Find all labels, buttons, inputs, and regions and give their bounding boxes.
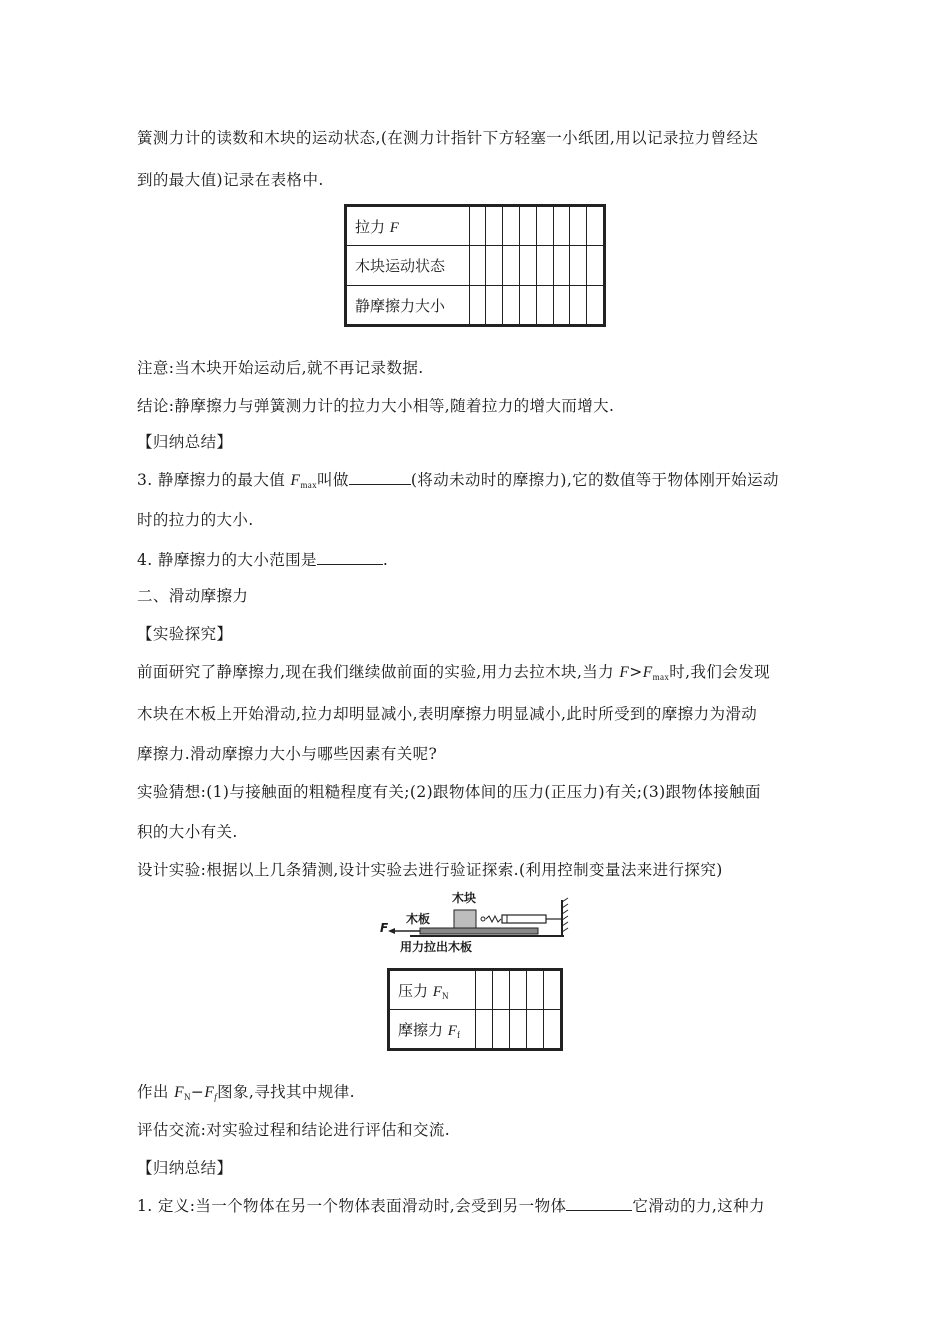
summary-heading-1: 【归纳总结】 xyxy=(137,433,233,451)
table-row xyxy=(346,206,605,246)
item-3-line-1: 3. 静摩擦力的最大值 Fmax叫做 (将动未动时的摩擦力),它的数值等于物体刚开始运动 xyxy=(137,471,779,490)
empty-cell[interactable] xyxy=(469,246,486,286)
table-row xyxy=(389,1010,562,1050)
para1-line-1: 前面研究了静摩擦力,现在我们继续做前面的实验,用力去拉木块,当力 F>Fmax时,我们会发现 xyxy=(137,663,770,682)
sliding-friction-table xyxy=(387,968,563,1051)
empty-cell[interactable] xyxy=(587,286,605,326)
empty-cell[interactable] xyxy=(503,206,520,246)
empty-cell[interactable] xyxy=(536,206,553,246)
guess-line-1: 实验猜想:(1)与接触面的粗糙程度有关;(2)跟物体间的压力(正压力)有关;(3)跟物体接触面 xyxy=(137,783,761,801)
block-label: 木块 xyxy=(452,891,477,905)
empty-cell[interactable] xyxy=(553,206,570,246)
row-label: 拉力 F xyxy=(346,206,470,246)
empty-cell[interactable] xyxy=(536,246,553,286)
note-text: 注意:当木块开始运动后,就不再记录数据. xyxy=(137,359,424,377)
text-line-1: 簧测力计的读数和木块的运动状态,(在测力计指针下方轻塞一小纸团,用以记录拉力曾经达 xyxy=(137,129,759,147)
guess-line-2: 积的大小有关. xyxy=(137,823,238,841)
empty-cell[interactable] xyxy=(536,286,553,326)
static-friction-table xyxy=(344,204,606,327)
answer-blank-range[interactable] xyxy=(317,550,383,565)
empty-cell[interactable] xyxy=(469,206,486,246)
answer-blank-max-static-friction[interactable] xyxy=(349,470,411,485)
empty-cell[interactable] xyxy=(486,206,503,246)
para1-line-3: 摩擦力.滑动摩擦力大小与哪些因素有关呢? xyxy=(137,745,438,763)
block-rect xyxy=(454,910,476,928)
empty-cell[interactable] xyxy=(503,286,520,326)
table-row xyxy=(346,286,605,326)
empty-cell[interactable] xyxy=(492,1010,509,1050)
item-4-line: 4. 静摩擦力的大小范围是 . xyxy=(137,551,389,569)
hook-icon xyxy=(481,917,485,921)
empty-cell[interactable] xyxy=(520,206,537,246)
empty-cell[interactable] xyxy=(486,246,503,286)
empty-cell[interactable] xyxy=(526,1010,543,1050)
graph-instruction: 作出 FN−Ff图象,寻找其中规律. xyxy=(137,1083,355,1102)
spring-icon xyxy=(486,916,501,922)
empty-cell[interactable] xyxy=(476,970,493,1010)
section-heading-sliding-friction: 二、滑动摩擦力 xyxy=(137,587,249,605)
row-label: 静摩擦力大小 xyxy=(346,286,470,326)
empty-cell[interactable] xyxy=(543,1010,561,1050)
row-label: 压力 $F_N$ xyxy=(389,970,476,1010)
table-row xyxy=(389,970,562,1010)
experiment-figure xyxy=(380,888,576,954)
empty-cell[interactable] xyxy=(570,246,587,286)
answer-blank-hinder[interactable] xyxy=(566,1196,632,1211)
explore-heading: 【实验探究】 xyxy=(137,625,233,643)
empty-cell[interactable] xyxy=(509,970,526,1010)
force-label: F xyxy=(380,921,389,935)
para1-line-2: 木块在木板上开始滑动,拉力却明显减小,表明摩擦力明显减小,此时所受到的摩擦力为滑动 xyxy=(137,705,758,723)
table-row xyxy=(346,246,605,286)
row-label: 摩擦力 $F_f$ xyxy=(389,1010,476,1050)
evaluate-text: 评估交流:对实验过程和结论进行评估和交流. xyxy=(137,1121,451,1139)
figure-caption: 用力拉出木板 xyxy=(400,940,473,954)
scale-body xyxy=(502,915,546,923)
empty-cell[interactable] xyxy=(503,246,520,286)
conclusion-text: 结论:静摩擦力与弹簧测力计的拉力大小相等,随着拉力的增大而增大. xyxy=(137,397,615,415)
empty-cell[interactable] xyxy=(570,206,587,246)
empty-cell[interactable] xyxy=(570,286,587,326)
empty-cell[interactable] xyxy=(587,206,605,246)
definition-line: 1. 定义:当一个物体在另一个物体表面滑动时,会受到另一物体 它滑动的力,这种力 xyxy=(137,1197,765,1215)
board-rect xyxy=(420,928,538,934)
empty-cell[interactable] xyxy=(520,286,537,326)
item-3-line-2: 时的拉力的大小. xyxy=(137,511,254,529)
empty-cell[interactable] xyxy=(526,970,543,1010)
empty-cell[interactable] xyxy=(553,286,570,326)
empty-cell[interactable] xyxy=(509,1010,526,1050)
design-text: 设计实验:根据以上几条猜测,设计实验去进行验证探索.(利用控制变量法来进行探究) xyxy=(137,861,723,879)
empty-cell[interactable] xyxy=(587,246,605,286)
summary-heading-2: 【归纳总结】 xyxy=(137,1159,233,1177)
empty-cell[interactable] xyxy=(469,286,486,326)
empty-cell[interactable] xyxy=(553,246,570,286)
empty-cell[interactable] xyxy=(486,286,503,326)
force-arrow-head-icon xyxy=(388,928,395,934)
row-label: 木块运动状态 xyxy=(346,246,470,286)
text-line-2: 到的最大值)记录在表格中. xyxy=(137,171,324,189)
empty-cell[interactable] xyxy=(520,246,537,286)
empty-cell[interactable] xyxy=(476,1010,493,1050)
empty-cell[interactable] xyxy=(543,970,561,1010)
board-label: 木板 xyxy=(406,912,431,926)
empty-cell[interactable] xyxy=(492,970,509,1010)
